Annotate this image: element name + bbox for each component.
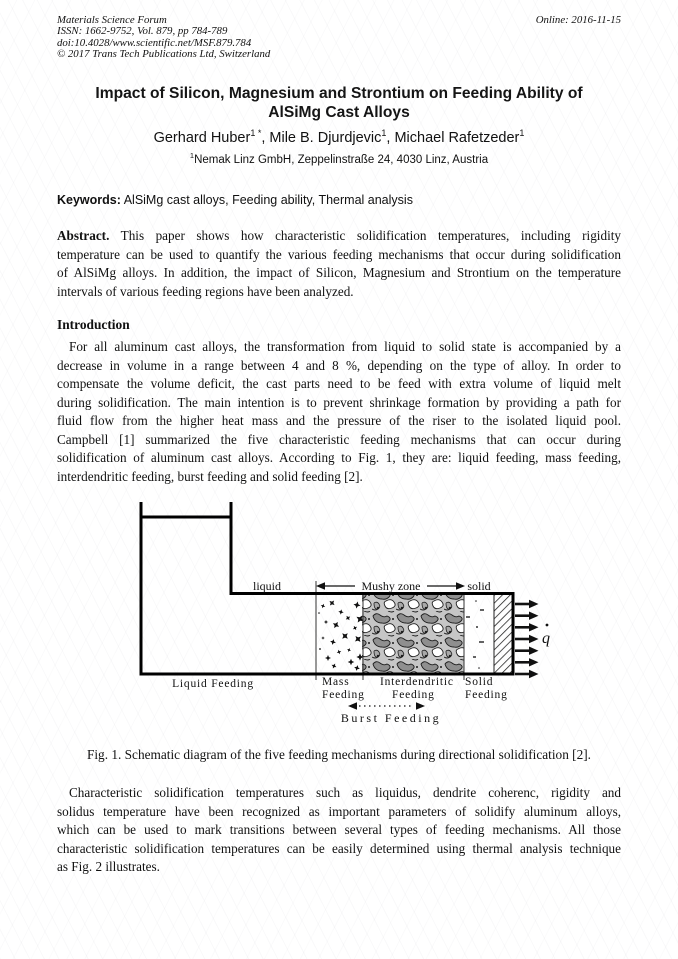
text-line: decrease in volume in a range between 4 and 8 %, depending on the type of alloy. In order to — [57, 357, 621, 373]
text-line: intervals of various feeding regions have been analyzed. — [57, 283, 354, 299]
mass-feeding-label-2: Feeding — [322, 689, 365, 702]
journal-header — [57, 15, 621, 61]
author-superscript: 1 * — [250, 128, 262, 139]
interdendritic-feeding-label-2: Feeding — [392, 689, 435, 702]
burst-feeding-arrow — [348, 703, 425, 710]
solid-zone-label: solid — [467, 579, 491, 594]
text-line: temperature can be used to quantify the various feeding mechanisms that occur during solidification — [57, 246, 621, 262]
solid-feeding-label-1: Solid — [465, 676, 494, 689]
text-line: solidus temperature have been recognized as important parameters of solidify aluminum alloys, — [57, 803, 621, 819]
abstract-label: Abstract. — [57, 228, 110, 244]
text-line: during solidification. The main intention is to prevent shrinkage formation by providing a path for — [57, 394, 621, 410]
author: Gerhard Huber$^{1 *}$ — [153, 128, 262, 147]
affiliation-superscript: 1 — [189, 151, 195, 161]
text-line: Materials Science Forum — [57, 14, 167, 26]
text-line: characteristic solidification temperatures can be easily determined using thermal analysis technique — [57, 840, 621, 856]
introduction-paragraph — [57, 338, 621, 486]
paper-title-line-1: Impact of Silicon, Magnesium and Strontium on Feeding Ability of — [95, 84, 583, 102]
mass-feeding-crystals — [318, 599, 366, 672]
paper-title — [40, 84, 638, 122]
heat-flux-arrows — [515, 600, 539, 678]
text-line: For all aluminum cast alloys, the transformation from liquid to solid state is accompanied by a — [69, 339, 621, 355]
keywords-line — [57, 193, 621, 207]
text-line: solidification of aluminum cast alloys. According to Fig. 1, they are: liquid feeding, mass feeding, — [57, 450, 621, 466]
figure-1-diagram — [108, 491, 568, 731]
svg-text:q: q — [542, 630, 550, 648]
text-line: Abstract. This paper shows how characteristic solidification temperatures, including rigidity — [57, 228, 621, 244]
keywords-text: AlSiMg cast alloys, Feeding ability, Thermal analysis — [123, 193, 413, 208]
author-superscript: 1 — [519, 128, 525, 139]
text-line: Campbell [1] summarized the five characteristic feeding mechanisms that can occur during — [57, 431, 621, 447]
mushy-zone-label: Mushy zone — [361, 579, 421, 594]
text-line: fluid flow from the higher heat mass and the pressure of the riser to the isolated liquid pool. — [57, 413, 621, 429]
text-line: interdendritic feeding, burst feeding and solid feeding [2]. — [57, 468, 363, 484]
section-heading-introduction: Introduction — [57, 317, 130, 333]
paper-title-line-2: AlSiMg Cast Alloys — [268, 103, 410, 121]
text-line: Characteristic solidification temperatures such as liquidus, dendrite coherenc, rigidity and — [69, 785, 621, 801]
liquid-zone-label: liquid — [252, 579, 282, 594]
interdendritic-feeding-label-1: Interdendritic — [380, 676, 454, 689]
text-line: compensate the volume deficit, the cast parts need to be feed with extra volume of liquid melt — [57, 376, 621, 392]
figure-1 — [0, 491, 678, 733]
affiliation-line: $^1$Nemak Linz GmbH, Zeppelinstraße 24, 4030 Linz, Austria — [189, 151, 489, 167]
keywords-label: Keywords: — [57, 193, 121, 208]
author-superscript: 1 — [381, 128, 387, 139]
solid-feeding-label-2: Feeding — [465, 689, 508, 702]
solid-zone-marks — [466, 600, 484, 669]
authors-line — [0, 129, 678, 147]
figure-1-caption: Fig. 1. Schematic diagram of the five feeding mechanisms during directional solidification [2]. — [86, 747, 592, 763]
author: , Michael Rafetzeder$^1$ — [386, 128, 525, 147]
text-line: © 2017 Trans Tech Publications Ltd, Switzerland — [57, 48, 271, 61]
burst-feeding-label: Burst Feeding — [340, 711, 442, 726]
text-line: which can be used to mark transitions between several types of feeding mechanisms. All those — [57, 822, 621, 838]
liquid-feeding-label: Liquid Feeding — [172, 678, 254, 691]
text-line: as Fig. 2 illustrates. — [57, 859, 160, 875]
text-line: ISSN: 1662-9752, Vol. 879, pp 784-789 — [57, 25, 228, 38]
online-date: Online: 2016-11-15 — [535, 14, 621, 26]
abstract-rest — [57, 246, 621, 302]
text-line: doi:10.4028/www.scientific.net/MSF.879.784 — [57, 36, 252, 49]
author: , Mile B. Djurdjevic$^1$ — [261, 128, 387, 147]
text-line: of AlSiMg alloys. In addition, the impact of Silicon, Magnesium and Strontium on the temperature — [57, 265, 621, 281]
heat-flux-symbol — [542, 624, 550, 647]
mass-feeding-label-1: Mass — [322, 676, 350, 689]
paragraph-2 — [57, 784, 621, 877]
hatched-end-cap — [494, 594, 513, 674]
interdendritic-zone-texture — [362, 595, 464, 674]
abstract-paragraph — [57, 227, 621, 301]
journal-info — [57, 15, 270, 61]
